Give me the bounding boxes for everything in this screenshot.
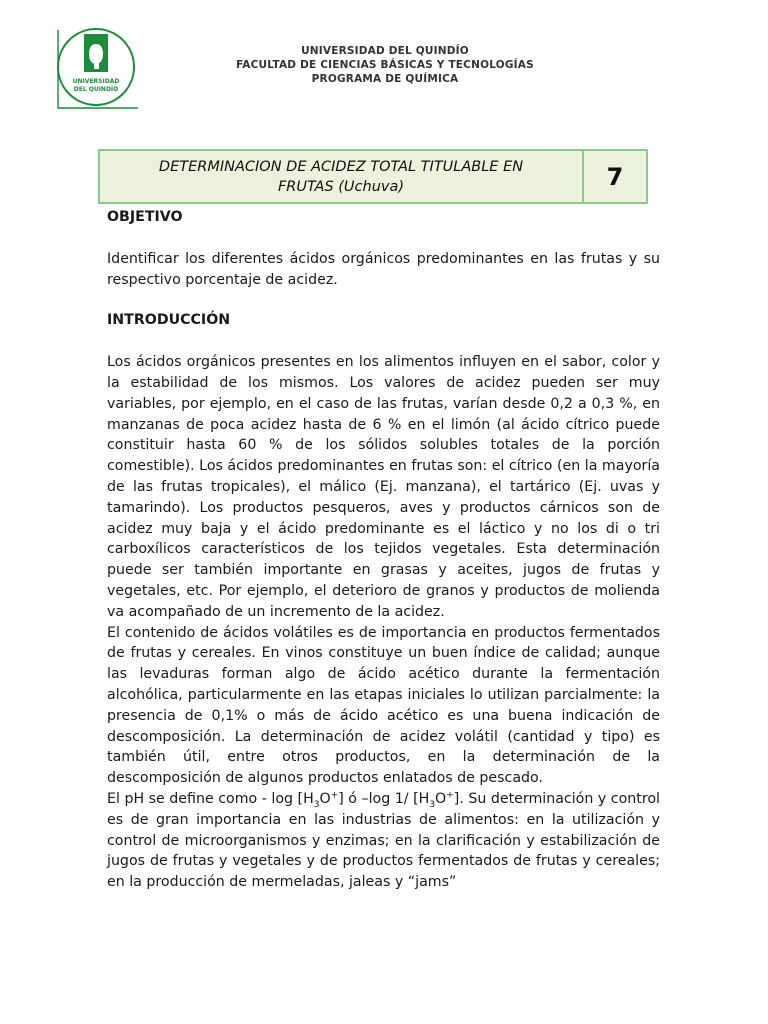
practice-number: 7: [606, 162, 624, 191]
practice-title-line1: DETERMINACION DE ACIDEZ TOTAL TITULABLE EN: [158, 158, 524, 175]
ph-sup-1: +: [330, 790, 339, 801]
university-name: UNIVERSIDAD DEL QUINDÍO: [301, 45, 469, 57]
ph-sub-1: 3: [313, 799, 320, 810]
logo-text-line2: DEL QUINDÍO: [73, 86, 119, 93]
practice-title-line2: FRUTAS (Uchuva): [277, 178, 405, 195]
ph-text-b: O: [319, 790, 331, 807]
ph-text-e: ]. Su determinación y control es de gran importancia en las industrias de alimentos: en la utilización y control de microorganismos y enzimas; en la clarificación y estabilización de jugos de frutas y vegetales y de productos fermentados de frutas y cereales; en la producción de mermeladas, jaleas y “jams”: [107, 790, 660, 891]
document-header: [150, 44, 620, 86]
introduccion-paragraph-1: Los ácidos orgánicos presentes en los alimentos influyen en el sabor, color y la estabilidad de los mismos. Los valores de acidez pueden ser muy variables, por ejemplo, en el caso de las frutas, varían desde 0,2 a 0,3 %, en manzanas de poca acidez hasta de 6 % en el limón (al ácido cítrico puede constituir hasta 60 % de los sólidos solubles totales de la porción comestible). Los ácidos predominantes en frutas son: el cítrico (en la mayoría de las frutas tropicales), el málico (Ej. manzana), el tartárico (Ej. uvas y tamarindo). Los productos pesqueros, aves y productos cárnicos son de acidez muy baja y el ácido predominante es el láctico y no los di o tri carboxílicos característicos de los tejidos vegetales. Esta determinación puede ser también importante en grasas y aceites, jugos de frutas y vegetales, etc. Por ejemplo, el deterioro de granos y productos de molienda va acompañado de un incremento de la acidez.: [107, 354, 660, 620]
university-seal-icon: [54, 22, 140, 112]
practice-title: [100, 151, 584, 202]
introduccion-paragraph-2: El contenido de ácidos volátiles es de importancia en productos fermentados de frutas y cereales. En vinos constituye un buen índice de calidad; aunque las levaduras forman algo de ácido acético durante la fermentación alcohólica, particularmente en las etapas iniciales lo utilizan parcialmente: la presencia de 0,1% o más de ácido acético es una buena indicación de descomposición. La determinación de acidez volátil (cantidad y tipo) es también útil, entre otros productos, en la determinación de la descomposición de algunos productos enlatados de pescado.: [107, 624, 660, 787]
faculty-name: FACULTAD DE CIENCIAS BÁSICAS Y TECNOLOGÍAS: [236, 59, 534, 71]
ph-sup-2: +: [446, 790, 454, 801]
introduccion-heading: INTRODUCCIÓN: [107, 312, 231, 329]
ph-text-c: ] ó –log 1/ [H: [338, 790, 430, 807]
document-body: [107, 205, 660, 893]
ph-sub-2: 3: [429, 799, 436, 810]
objetivo-heading: OBJETIVO: [107, 209, 183, 225]
ph-text-d: O: [435, 790, 447, 807]
ph-text-a: El pH se define como - log [H: [107, 790, 314, 807]
program-name: PROGRAMA DE QUÍMICA: [311, 73, 459, 85]
logo-text-line1: UNIVERSIDAD: [72, 78, 120, 85]
practice-title-box: [98, 149, 648, 204]
university-logo: [54, 22, 140, 112]
objetivo-text: Identificar los diferentes ácidos orgánicos predominantes en las frutas y su respectivo porcentaje de acidez.: [107, 250, 660, 288]
introduccion-paragraph-3: [107, 789, 660, 893]
